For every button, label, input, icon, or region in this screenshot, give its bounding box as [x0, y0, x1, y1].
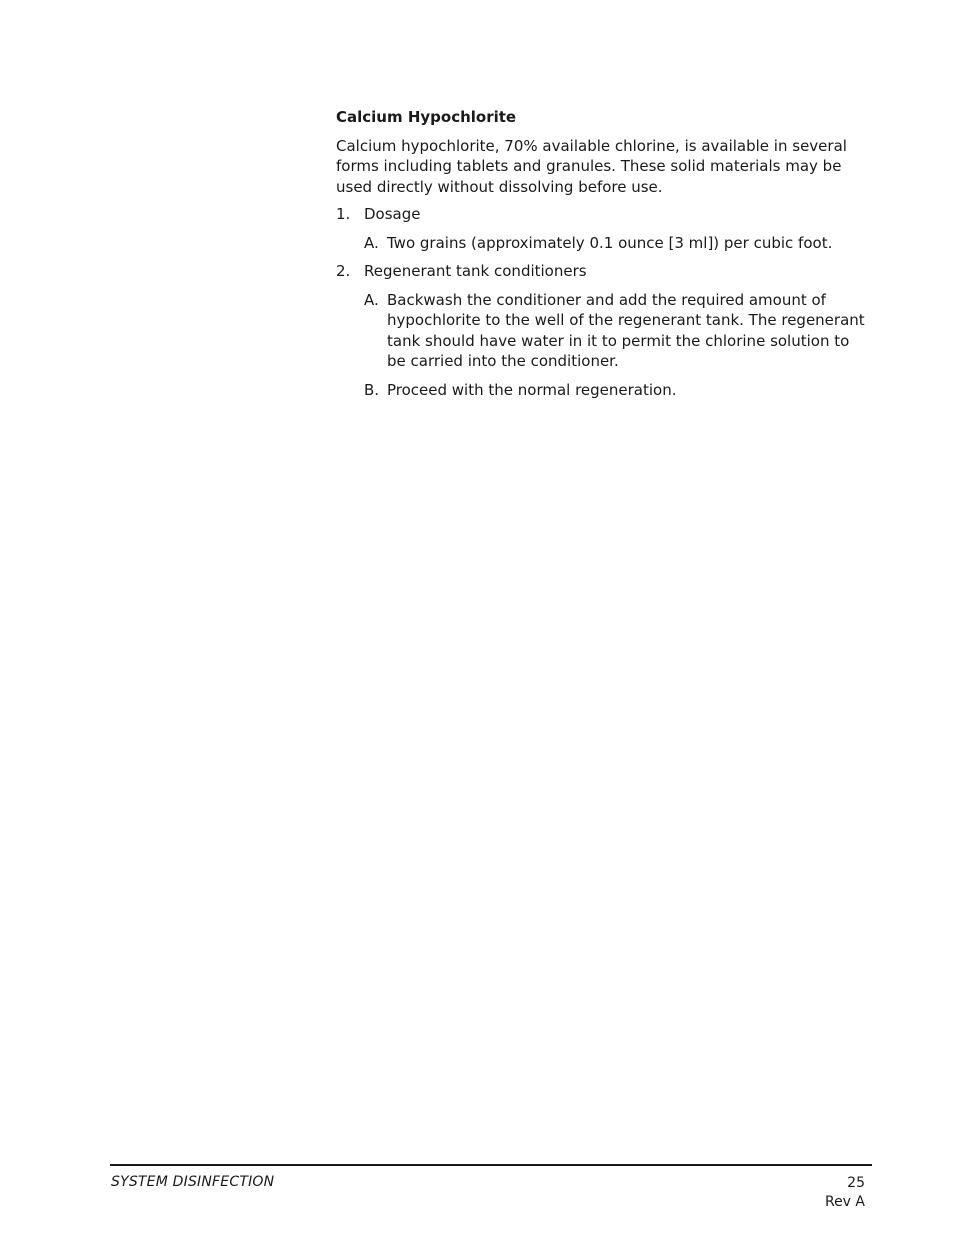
sub-item-dosage-a	[364, 233, 870, 254]
list-item-dosage	[336, 204, 870, 225]
footer-page-info	[825, 1174, 865, 1212]
sub-item-letter: B.	[364, 380, 380, 399]
page-number: 25	[847, 1175, 865, 1191]
list-item-regenerant	[336, 261, 870, 282]
footer-divider	[110, 1164, 872, 1166]
document-body	[336, 107, 870, 408]
list-item-number: 1.	[336, 205, 351, 223]
list-item-label: Dosage	[364, 205, 421, 223]
intro-paragraph: Calcium hypochlorite, 70% available chlorine, is available in several forms including tablets and granules. These solid materials may be used directly without dissolving before use.	[336, 136, 847, 196]
sub-item-letter: A.	[364, 233, 379, 252]
sub-item-text: Proceed with the normal regeneration.	[387, 380, 677, 399]
list-item-label: Regenerant tank conditioners	[364, 262, 587, 280]
sub-item-text: Two grains (approximately 0.1 ounce [3 ml]) per cubic foot.	[387, 233, 833, 252]
list-item-number: 2.	[336, 262, 351, 280]
sub-item-letter: A.	[364, 290, 379, 309]
section-heading: Calcium Hypochlorite	[336, 108, 517, 126]
revision-label: Rev A	[824, 1194, 865, 1210]
sub-item-text: Backwash the conditioner and add the required amount of hypochlorite to the well of the regenerant tank. The regenerant tank should have water in it to permit the chlorine solution to be carried into the conditioner.	[387, 290, 865, 370]
sub-item-regenerant-a	[364, 290, 870, 372]
sub-item-regenerant-b	[364, 380, 870, 401]
footer-section-title: SYSTEM DISINFECTION	[111, 1174, 275, 1190]
